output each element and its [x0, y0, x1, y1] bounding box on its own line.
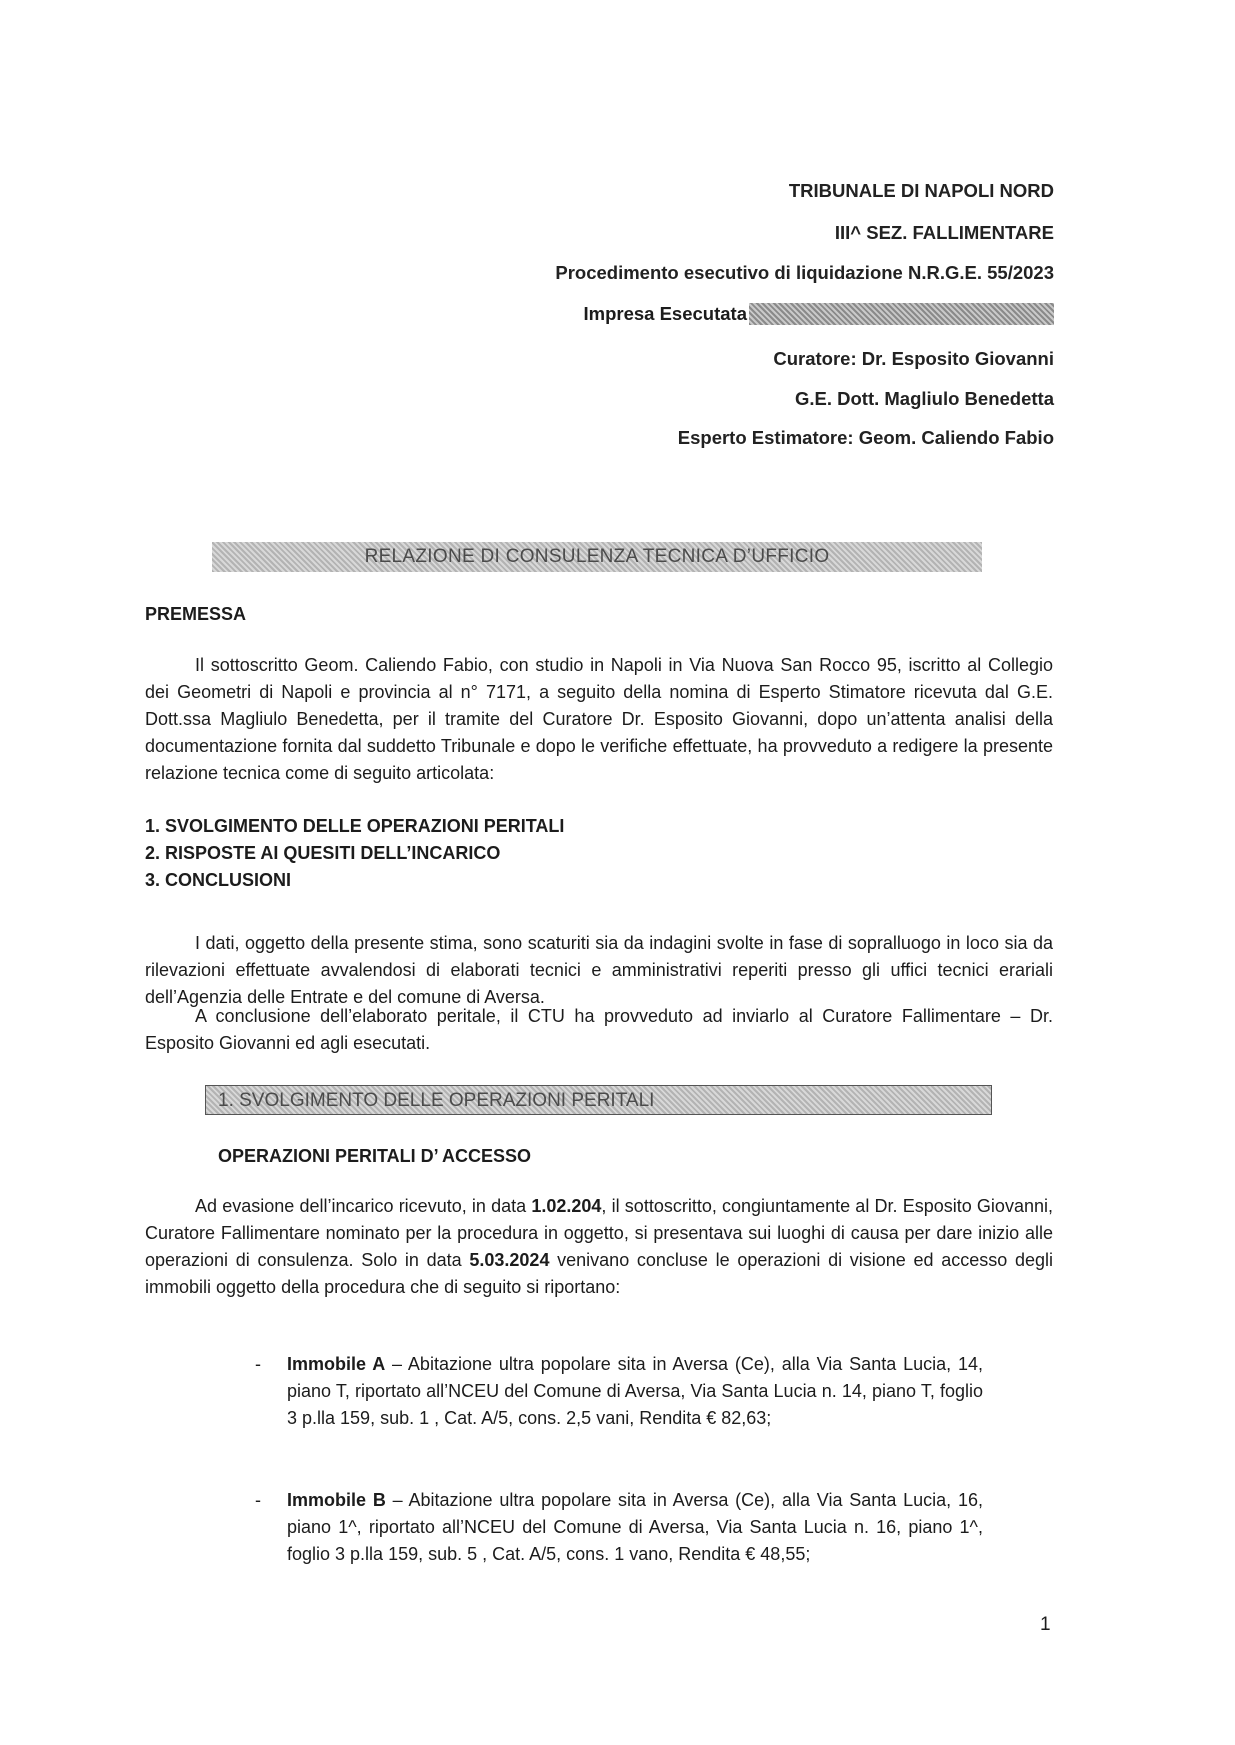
title-banner: RELAZIONE DI CONSULENZA TECNICA D’UFFICIO: [212, 542, 982, 572]
list-item: [255, 1487, 983, 1568]
list-item: 1. SVOLGIMENTO DELLE OPERAZIONI PERITALI: [145, 816, 565, 836]
bullet-text: [287, 1487, 983, 1568]
bullet-text: [287, 1351, 983, 1432]
data-paragraph: I dati, oggetto della presente stima, sono scaturiti sia da indagini svolte in fase di sopralluogo in loco sia da rilevazioni effettuate avvalendosi di elaborati tecnici e amministrativi reperiti presso gli uffici tecnici erariali dell’Agenzia delle Entrate e del comune di Aversa.: [145, 933, 1053, 1007]
section1-paragraph: [145, 1193, 1053, 1301]
page-number: 1: [1040, 1614, 1051, 1635]
procedure-number: Procedimento esecutivo di liquidazione N.R.G.E. 55/2023: [555, 262, 1054, 283]
premessa-heading: PREMESSA: [145, 604, 247, 624]
court-name: TRIBUNALE DI NAPOLI NORD: [788, 180, 1054, 201]
impresa-line: [583, 300, 1054, 327]
bullet-dash: -: [255, 1490, 261, 1510]
paragraph-text: venivano concluse le operazioni di visione ed accesso degli immobili oggetto della procedura che di seguito si riportano:: [145, 1250, 1053, 1297]
access-date-start: 1.02.204: [531, 1196, 602, 1216]
bullet-body: – Abitazione ultra popolare sita in Aversa (Ce), alla Via Santa Lucia, 14, piano T, riportato all’NCEU del Comune di Aversa, Via Santa Lucia n. 14, piano T, foglio 3 p.lla 159, sub. 1 , Cat. A/5, cons. 2,5 vani, Rendita € 82,63;: [287, 1354, 983, 1428]
section1-banner: 1. SVOLGIMENTO DELLE OPERAZIONI PERITALI: [205, 1085, 992, 1115]
list-item: [255, 1351, 983, 1432]
impresa-label: Impresa Esecutata: [583, 303, 747, 324]
paragraph-text: Ad evasione dell’incarico ricevuto, in data: [195, 1196, 532, 1216]
bullet-label: Immobile B: [287, 1490, 386, 1510]
curatore: Curatore: Dr. Esposito Giovanni: [773, 348, 1054, 369]
access-date-end: 5.03.2024: [469, 1250, 550, 1270]
giudice: G.E. Dott. Magliulo Benedetta: [794, 388, 1054, 409]
bullet-dash: -: [255, 1354, 261, 1374]
paragraph-text: , il sottoscritto, congiuntamente al Dr. Esposito Giovanni, Curatore Fallimentare nominato per la procedura in oggetto, si presentava sui luoghi di causa per dare inizio alle operazioni di consulenza. Solo in data: [145, 1196, 1053, 1270]
conclusion-paragraph: A conclusione dell’elaborato peritale, il CTU ha provveduto ad inviarlo al Curatore Fallimentare – Dr. Esposito Giovanni ed agli esecutati.: [145, 1006, 1053, 1053]
list-item: 2. RISPOSTE AI QUESITI DELL’INCARICO: [145, 843, 501, 863]
bullet-body: – Abitazione ultra popolare sita in Aversa (Ce), alla Via Santa Lucia, 16, piano 1^, riportato all’NCEU del Comune di Aversa, Via Santa Lucia n. 16, piano 1^, foglio 3 p.lla 159, sub. 5 , Cat. A/5, cons. 1 vano, Rendita € 48,55;: [287, 1490, 983, 1564]
court-section: III^ SEZ. FALLIMENTARE: [834, 222, 1054, 243]
esperto: Esperto Estimatore: Geom. Caliendo Fabio: [677, 427, 1054, 448]
bullet-label: Immobile A: [287, 1354, 386, 1374]
outline-list: [145, 813, 564, 894]
redacted-block: [749, 303, 1054, 325]
section1-subheading: OPERAZIONI PERITALI D’ ACCESSO: [218, 1146, 532, 1166]
premessa-paragraph: Il sottoscritto Geom. Caliendo Fabio, con studio in Napoli in Via Nuova San Rocco 95, iscritto al Collegio dei Geometri di Napoli e provincia al n° 7171, a seguito della nomina di Esperto Stimatore ricevuta dal G.E. Dott.ssa Magliulo Benedetta, per il tramite del Curatore Dr. Esposito Giovanni, dopo un’attenta analisi della documentazione fornita dal suddetto Tribunale e dopo le verifiche effettuate, ha provveduto a redigere la presente relazione tecnica come di seguito articolata:: [145, 655, 1053, 783]
list-item: 3. CONCLUSIONI: [145, 870, 292, 890]
